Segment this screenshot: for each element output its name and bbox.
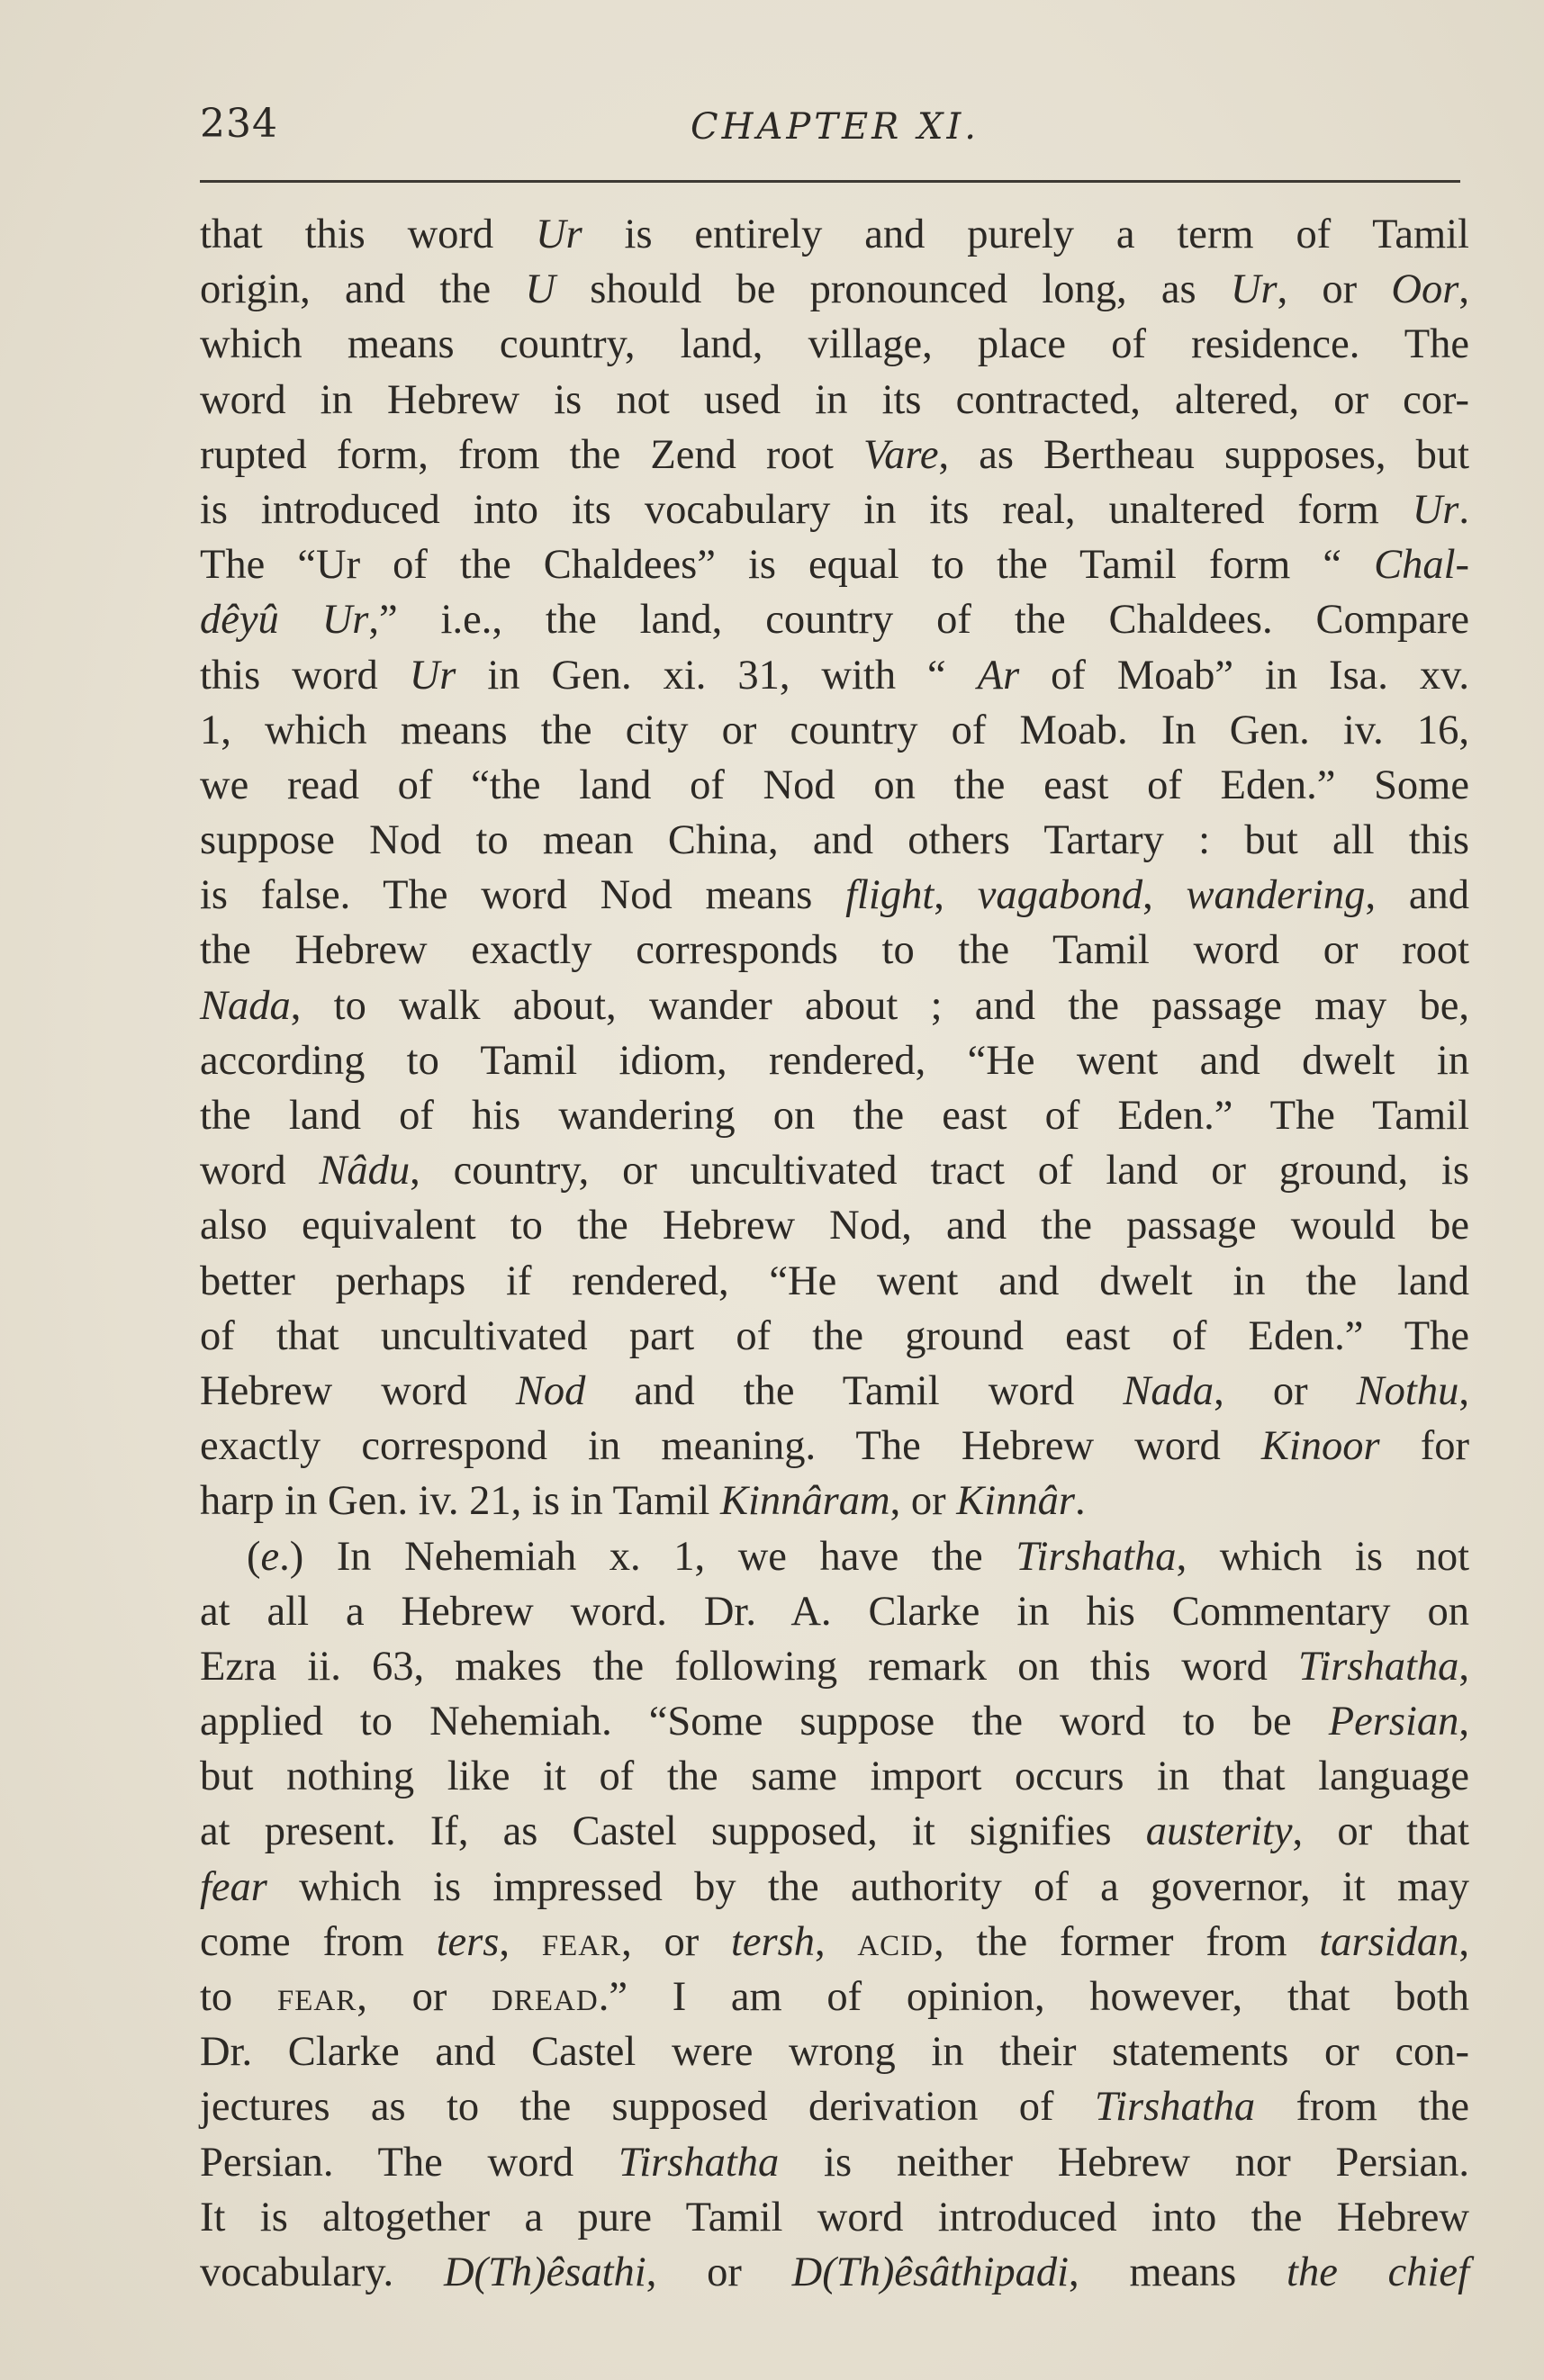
text-line: Hebrew word Nod and the Tamil word Nada, or Nothu, [200, 1367, 1469, 1414]
text-line: dêyû Ur,” i.e., the land, country of the Chaldees. Compare [200, 597, 1469, 644]
page-number: 234 [200, 101, 278, 147]
text-line: fear which is impressed by the authority of a governor, it may [200, 1863, 1469, 1910]
text-line: of that uncultivated part of the ground east of Eden.” The [200, 1312, 1469, 1359]
text-line: the Hebrew exactly corresponds to the Tamil word or root [200, 927, 1469, 974]
text-line: is false. The word Nod means flight, vagabond, wandering, and [200, 872, 1469, 919]
text-line: is introduced into its vocabulary in its real, unaltered form Ur. [200, 486, 1469, 533]
text-line: also equivalent to the Hebrew Nod, and the passage would be [200, 1203, 1469, 1249]
text-line: the land of his wandering on the east of Eden.” The Tamil [200, 1093, 1469, 1139]
text-line: exactly correspond in meaning. The Hebrew word Kinoor for [200, 1423, 1469, 1470]
text-line: Nada, to walk about, wander about ; and the passage may be, [200, 982, 1469, 1029]
text-line: at all a Hebrew word. Dr. A. Clarke in his Commentary on [200, 1588, 1469, 1635]
text-line: 1, which means the city or country of Moab. In Gen. iv. 16, [200, 707, 1469, 753]
text-line: word Nâdu, country, or uncultivated tract of land or ground, is [200, 1148, 1469, 1195]
text-line: but nothing like it of the same import occurs in that language [200, 1753, 1469, 1800]
text-line: vocabulary. D(Th)êsathi, or D(Th)êsâthipadi, means the chief [200, 2249, 1469, 2295]
text-line: Persian. The word Tirshatha is neither Hebrew nor Persian. [200, 2139, 1469, 2186]
text-line: that this word Ur is entirely and purely a term of Tamil [200, 212, 1469, 257]
text-line: Ezra ii. 63, makes the following remark on this word Tirshatha, [200, 1643, 1469, 1690]
text-line: It is altogether a pure Tamil word introduced into the Hebrew [200, 2194, 1469, 2240]
text-line: suppose Nod to mean China, and others Tartary : but all this [200, 817, 1469, 864]
text-line: come from ters, FEAR, or tersh, ACID, the former from tarsidan, [200, 1918, 1469, 1965]
text-line: this word Ur in Gen. xi. 31, with “ Ar of Moab” in Isa. xv. [200, 652, 1469, 699]
text-line: better perhaps if rendered, “He went and dwelt in the land [200, 1258, 1469, 1304]
paragraph-start-line: (e.) In Nehemiah x. 1, we have the Tirshatha, which is not [247, 1533, 1469, 1580]
chapter-title: CHAPTER XI. [691, 106, 980, 148]
text-line: to FEAR, or DREAD.” I am of opinion, however, that both [200, 1974, 1469, 2020]
text-line: word in Hebrew is not used in its contracted, altered, or cor- [200, 376, 1469, 423]
body-text [200, 207, 1469, 2300]
text-line: rupted form, from the Zend root Vare, as Bertheau supposes, but [200, 431, 1469, 478]
text-line: Dr. Clarke and Castel were wrong in their statements or con- [200, 2029, 1469, 2076]
header-rule [200, 180, 1460, 183]
text-line: we read of “the land of Nod on the east of Eden.” Some [200, 762, 1469, 808]
text-line: according to Tamil idiom, rendered, “He went and dwelt in [200, 1037, 1469, 1084]
running-head [200, 101, 1460, 164]
text-line: The “Ur of the Chaldees” is equal to the Tamil form “ Chal- [200, 542, 1469, 589]
paragraph-end-line: harp in Gen. iv. 21, is in Tamil Kinnâram, or Kinnâr. [200, 1478, 1086, 1525]
text-line: applied to Nehemiah. “Some suppose the word to be Persian, [200, 1699, 1469, 1745]
text-line: origin, and the U should be pronounced long, as Ur, or Oor, [200, 266, 1469, 313]
text-line: jectures as to the supposed derivation of Tirshatha from the [200, 2084, 1469, 2131]
text-line: at present. If, as Castel supposed, it signifies austerity, or that [200, 1808, 1469, 1855]
text-line: which means country, land, village, place of residence. The [200, 321, 1469, 368]
